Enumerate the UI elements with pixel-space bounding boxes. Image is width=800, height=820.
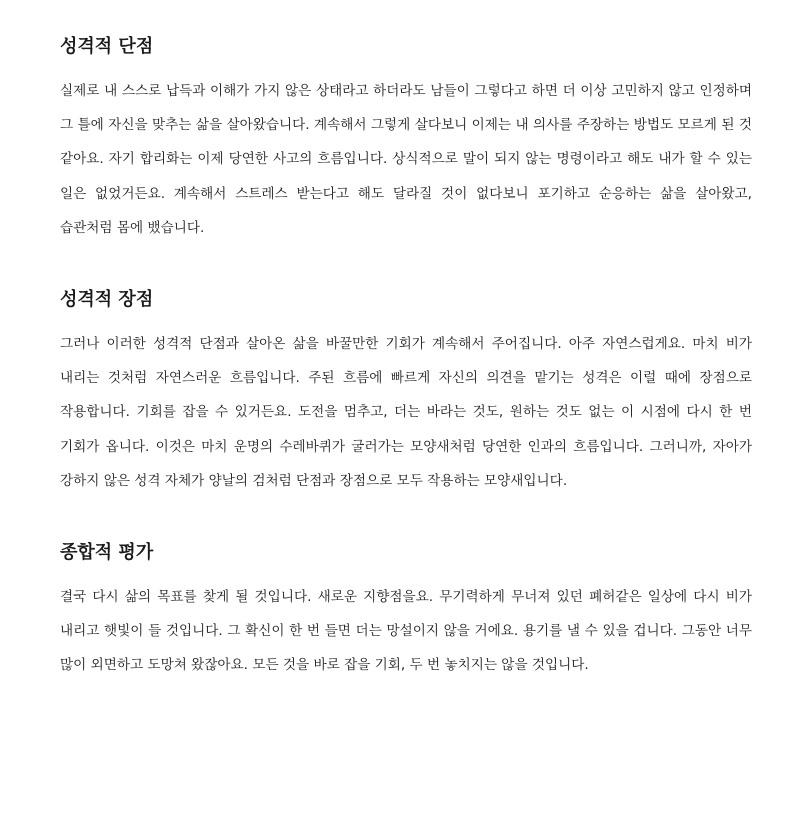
section-title: 성격적 단점 (60, 36, 154, 57)
section-paragraph: 실제로 내 스스로 납득과 이해가 가지 않은 상태라고 하더라도 남들이 그렇다고 하면 더 이상 고민하지 않고 인정하며 그 틀에 자신을 맞추는 삶을 살아왔습니다. 계속해서 그렇게 살다보니 이제는 내 의사를 주장하는 방법도 모르게 된 것 같아요. 자기 합리화는 이제 당연한 사고의 흐름입니다. 상식적으로 말이 되지 않는 명령이라고 해도 내가 할 수 있는 일은 없었거든요. 계속해서 스트레스 받는다고 해도 달라질 것이 없다보니 포기하고 순응하는 삶을 살아왔고, 습관처럼 몸에 뱄습니다. (60, 83, 752, 236)
section-paragraph: 결국 다시 삶의 목표를 찾게 될 것입니다. 새로운 지향점을요. 무기력하게 무너져 있던 폐허같은 일상에 다시 비가 내리고 햇빛이 들 것입니다. 그 확신이 한 번 들면 더는 망설이지 않을 거에요. 용기를 낼 수 있을 겁니다. 그동안 너무 많이 외면하고 도망쳐 왔잖아요. 모든 것을 바로 잡을 기회, 두 번 놓치지는 않을 것입니다. (60, 589, 752, 674)
section-overall-evaluation (60, 540, 752, 683)
section-title: 종합적 평가 (60, 542, 154, 564)
section-paragraph: 그러나 이러한 성격적 단점과 살아온 삶을 바꿀만한 기회가 계속해서 주어집니다. 아주 자연스럽게요. 마치 비가 내리는 것처럼 자연스러운 흐름입니다. 주된 흐름에 빠르게 자신의 의견을 맡기는 성격은 이럴 때에 장점으로 작용합니다. 기회를 잡을 수 있거든요. 도전을 멈추고, 더는 바라는 것도, 원하는 것도 없는 이 시점에 다시 한 번 기회가 옵니다. 이것은 마치 운명의 수레바퀴가 굴러가는 모양새처럼 당연한 인과의 흐름입니다. 그러니까, 자아가 강하지 않은 성격 자체가 양날의 검처럼 단점과 장점으로 모두 작용하는 모양새입니다. (60, 336, 752, 489)
section-strengths (60, 287, 752, 498)
section-title: 성격적 장점 (60, 289, 154, 311)
section-weaknesses (60, 34, 752, 245)
